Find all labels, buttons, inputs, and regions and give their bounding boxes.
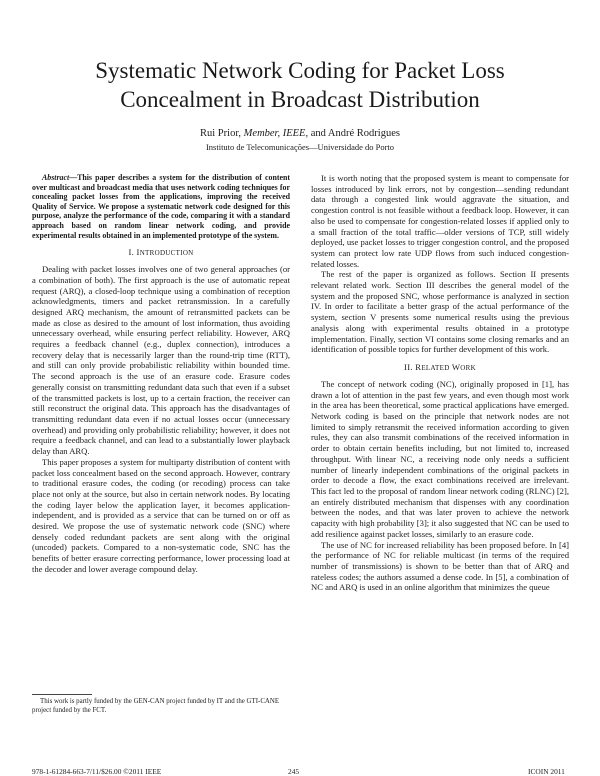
footnote-rule	[32, 694, 92, 695]
section-rest: NTRODUCTION	[139, 249, 194, 258]
right-column	[311, 173, 569, 593]
paper-title	[40, 56, 560, 114]
intro-paragraph-4: The rest of the paper is organized as follows. Section II presents relevant related work. Section III describes the general model of the system and the proposed SNC, whose performance is analyzed in section IV. In order to facilitate a better grasp of the actual performance of the system, section V presents some numerical results using the previous analysis along with experimental results obtained in a prototype implementation. Finally, section VI contains some closing remarks and an identification of possible topics for further development of this work.	[311, 269, 569, 355]
left-column	[32, 173, 290, 575]
title-line-1: Systematic Network Coding for Packet Loss	[95, 58, 505, 83]
footnote	[32, 694, 290, 715]
footnote-text: This work is partly funded by the GEN-CAN project funded by IT and the GTI-CANE project funded by the FCT.	[32, 698, 280, 714]
affiliation: Instituto de Telecomunicações—Universidade do Porto	[205, 142, 395, 152]
intro-paragraph-1: Dealing with packet losses involves one of two general approaches (or a combination of both). The first approach is the use of automatic repeat request (ARQ), a closed-loop technique using a combination of reception acknowledgments, timers and packet retransmission. In a carefully designed ARQ mechanism, the amount of retransmitted packets can be made as close as desired to the amount of lost information, thus avoiding unnecessary overhead, while ensuring perfect reliability. However, ARQ requires a feedback channel (e.g., duplex connection), introduces a recovery delay that is necessarily larger than the round-trip time (RTT), and still can only provide probabilistic reliability within bounded time. The second approach is the use of an erasure code. Erasure codes generally consist on transmitting redundant data such that even if a subset of the transmitted packets is lost, up to a certain fraction, the receiver can still reconstruct the original data. This approach has the disadvantages of transmitting redundant data even if no actual losses occur (unnecessary overhead) and providing only probabilistic reliability; however, it does not require a feedback channel, and can lead to a substantially lower playback delay than ARQ.	[32, 264, 290, 457]
section-heading-related-work	[311, 362, 569, 374]
author-1-membership: Member, IEEE,	[243, 128, 309, 139]
intro-paragraph-2: This paper proposes a system for multiparty distribution of content with packet loss concealment based on the second approach. However, contrary to traditional erasure codes, the coding (or recoding) process can take place not only at the source, but also in certain network nodes. By locating the coding layer below the application layer, it becomes application-independent, and is provided as a service that can be turned on or off as desired. We propose the use of systematic network code (SNC) where densely coded redundant packets are sent along with the original (uncoded) packets. Compared to a non-systematic code, SNC has the benefits of better erasure correcting performance, lower processing load at the decoder and lower average compound delay.	[32, 456, 290, 574]
section-number: II.	[404, 361, 413, 372]
author-1: Rui Prior,	[200, 128, 242, 139]
section-rest: ORK	[460, 363, 476, 372]
section-initial: W	[451, 361, 461, 372]
author-line	[40, 127, 560, 140]
section-rest: ELATED	[421, 363, 450, 372]
abstract-label: Abstract	[42, 173, 70, 182]
title-line-2: Concealment in Broadcast Distribution	[120, 87, 480, 112]
abstract	[32, 173, 290, 240]
isbn-line: 978-1-61284-663-7/11/$26.00 ©2011 IEEE	[32, 767, 162, 776]
related-paragraph-1: The concept of network coding (NC), originally proposed in [1], has drawn a lot of attention in the past few years, and even though most work in the area has been theoretical, some practical applications have emerged. Network coding is based on the principle that network nodes are not limited to simply retransmit the received information according to given rules, they can also transmit combinations of the received information in order to obtain certain benefits including, but not limited to, increased throughput. With linear NC, a receiving node only needs a sufficient number of linearly independent combinations of the original packets in order to decode a flow, the exact combinations received are irrelevant. This fact led to the proposal of random linear network coding (RLNC) [2], an entirely distributed mechanism that dispenses with any coordination between the nodes, and that was later proven to achieve the network capacity with high probability [3]; it also suggested that NC can be used to add resilience against packet losses, similarly to an erasure code.	[311, 378, 569, 539]
venue-label: ICOIN 2011	[528, 767, 565, 776]
author-2: and André Rodrigues	[310, 128, 400, 139]
abstract-text: —This paper describes a system for the distribution of content over multicast and broadcast media that uses network coding techniques for concealing packet losses from the applications, improving the received Quality of Service. We propose a systematic network code designed for this purpose, analyze the performance of the code, comparing it with a standard approach based on random linear network coding, and provide experimental results obtained in an implemented prototype of the system.	[32, 173, 290, 240]
related-paragraph-2: The use of NC for increased reliability has been proposed before. In [4] the performance of NC for reliable multicast (in terms of the required number of transmissions) is shown to be better than that of ARQ and rateless codes; the authors assumed a dense code. In [5], a combination of NC and ARQ is used in an online algorithm that minimizes the queue	[311, 539, 569, 593]
page-number: 245	[288, 767, 300, 776]
section-number: I.	[128, 247, 135, 258]
section-initial: I	[136, 247, 140, 258]
section-heading-introduction	[32, 247, 290, 259]
section-initial: R	[415, 361, 422, 372]
intro-paragraph-3: It is worth noting that the proposed system is meant to compensate for losses introduced by link errors, not by congestion—sending redundant data through a congested link would aggravate the situation, and congestion control is not feasible without a feedback loop. However, it can also be used to compensate for congestion-related losses if applied only to a small fraction of the total traffic—older versions of TCP, still widely deployed, use packet losses to trigger congestion control, and the proposed system can protect low rate UDP flows from such induced congestion-related losses.	[311, 173, 569, 269]
